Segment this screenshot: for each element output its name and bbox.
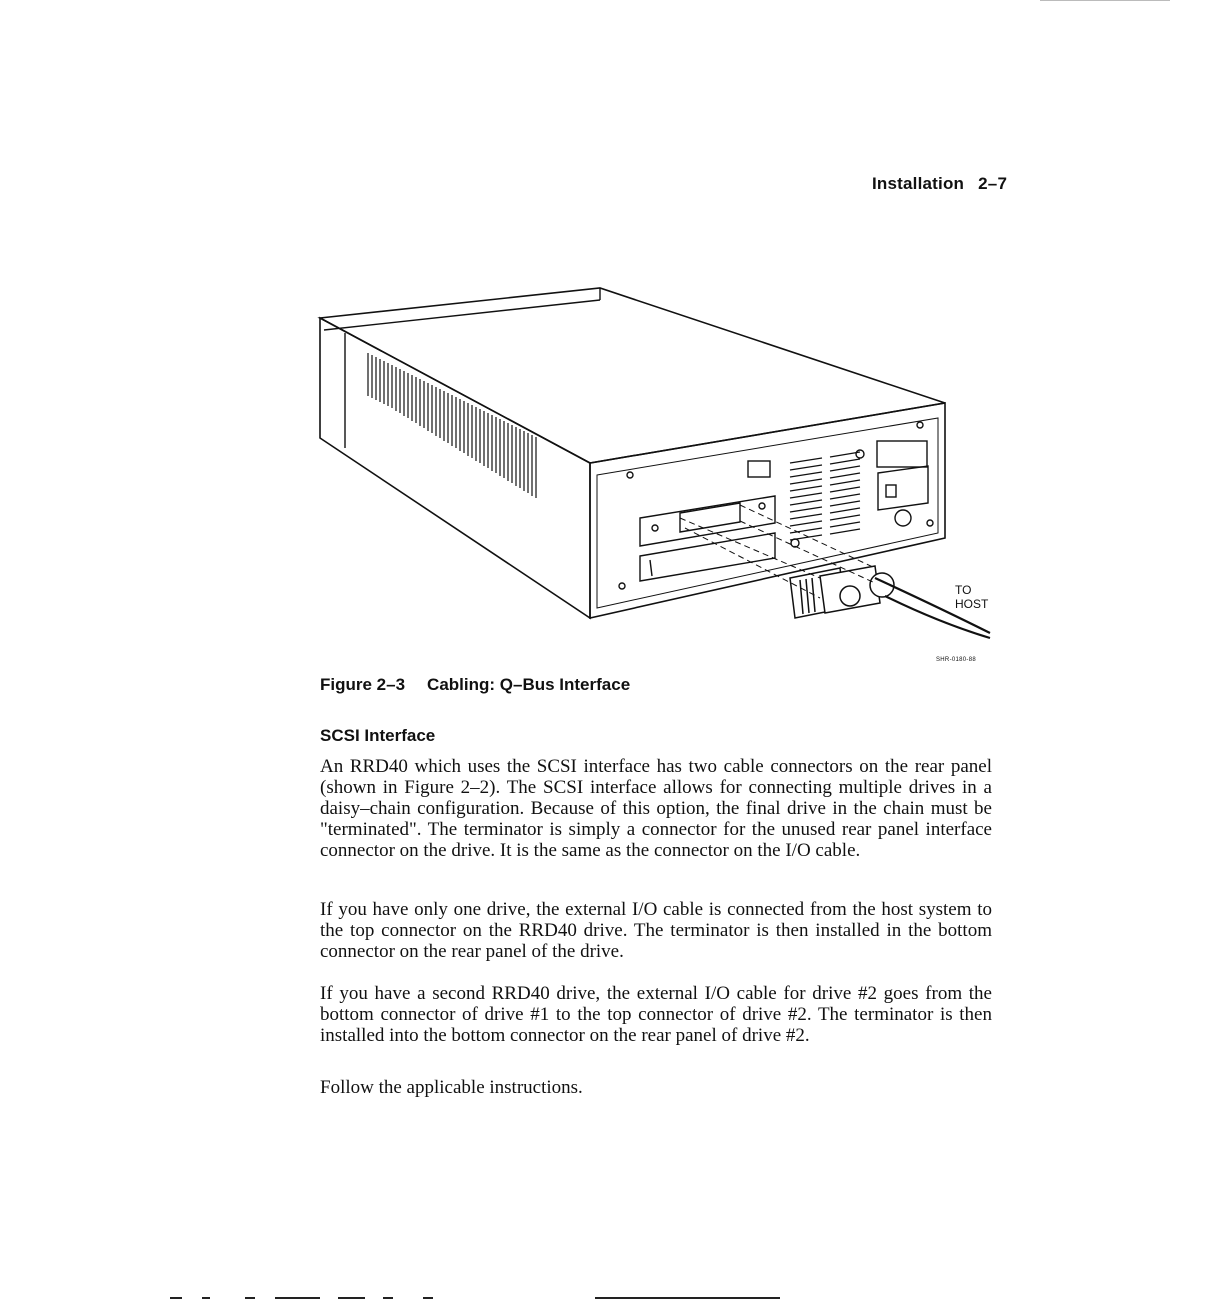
running-header [872,174,1007,194]
paragraph [320,756,992,861]
power-switch [877,441,927,467]
paragraph-text: Follow the applicable instructions. [320,1077,583,1098]
paragraph [320,1077,992,1098]
figure-code: SHR-0180-88 [936,657,976,663]
rear-vents [790,452,860,540]
section-heading: SCSI Interface [320,726,436,745]
drive-top-face [320,288,945,463]
figure-number: Figure 2–3 [320,675,406,694]
scan-footer-marks [170,1295,780,1301]
paragraph [320,899,992,962]
header-section: Installation [872,174,965,193]
scan-edge-mark [1040,0,1170,1]
side-vents [368,353,536,498]
drive-cabling-illustration [300,278,1000,678]
paragraph-text: An RRD40 which uses the SCSI interface has two cable connectors on the rear panel (shown in Figure 2–2). The SCSI interface allows for connecting multiple drives in a daisy–chain configuration. Because of this option, the final drive in the chain must be "terminated". The terminator is simply a connector for the unused rear panel interface connector on the drive. It is the same as the connector on the I/O cable. [320,756,992,861]
paragraph-text: If you have only one drive, the external I/O cable is connected from the host system to the top connector on the RRD40 drive. The terminator is then installed in the bottom connector on the rear panel of the drive. [320,899,992,962]
figure-title: Cabling: Q–Bus Interface [427,675,631,694]
paragraph [320,983,992,1046]
top-scsi-connector [640,496,775,546]
page-number: 2–7 [978,174,1008,193]
figure-caption [320,675,630,695]
drive-side-face [320,318,590,618]
to-host-label-line2: HOST [955,597,989,611]
paragraph-text: If you have a second RRD40 drive, the external I/O cable for drive #2 goes from the bottom connector of drive #1 to the top connector of drive #2. The terminator is then installed into the bottom connector on the rear panel of drive #2. [320,983,992,1046]
to-host-label-line1: TO [955,583,972,597]
